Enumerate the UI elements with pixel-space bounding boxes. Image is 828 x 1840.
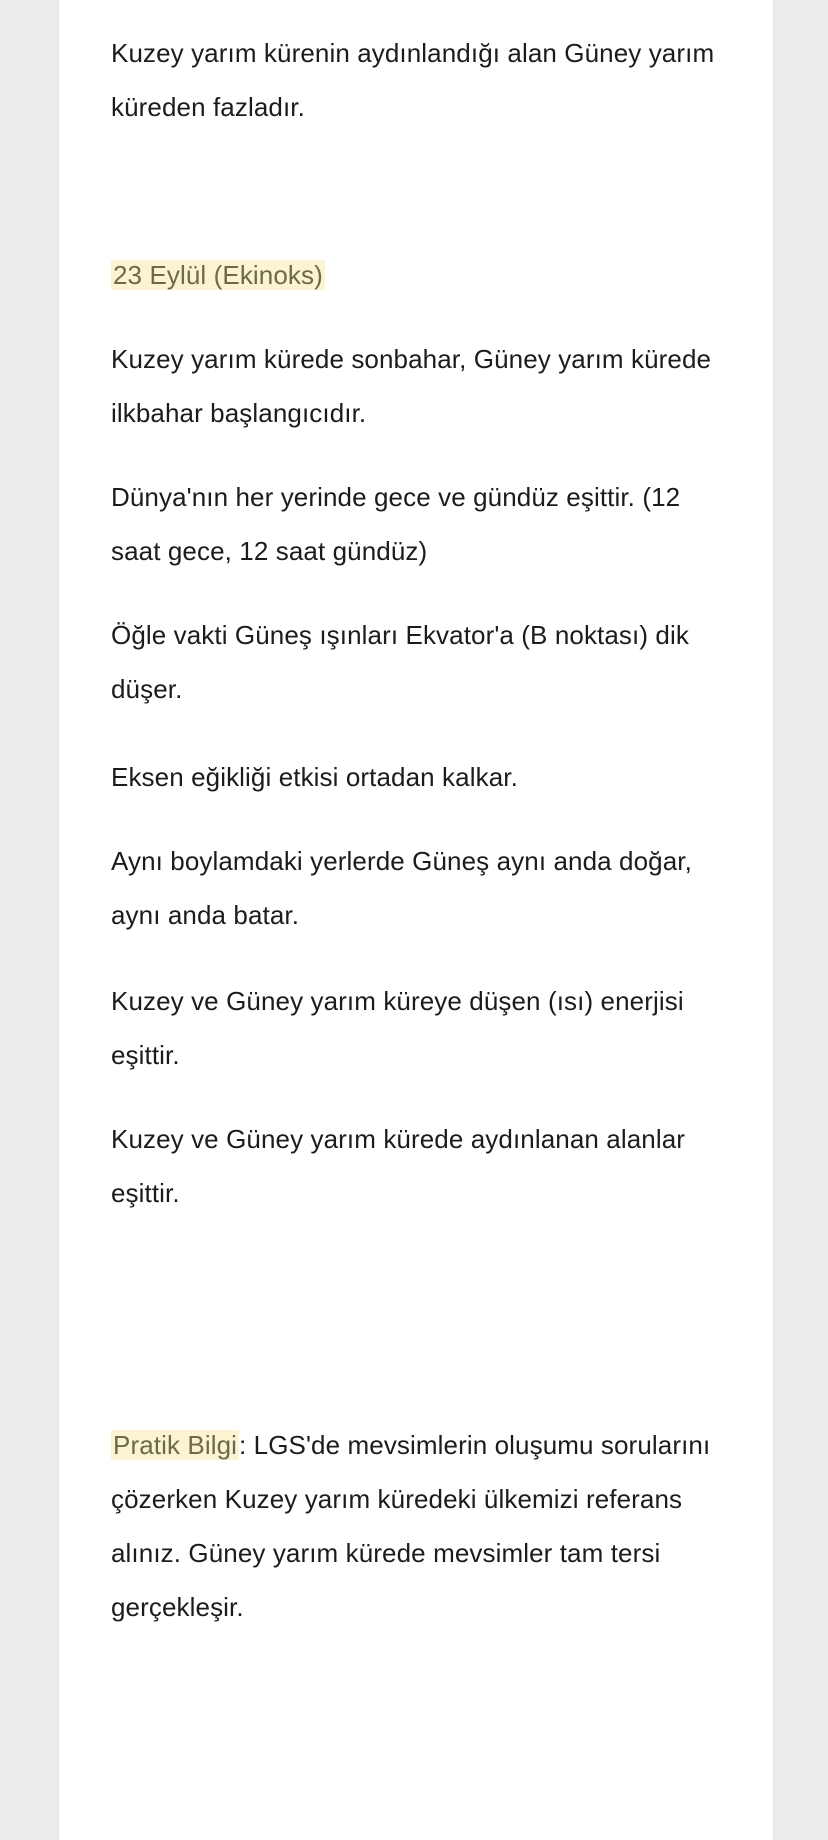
article-card: [58, 0, 774, 1840]
practical-tip: [111, 1418, 731, 1634]
paragraph-heat-energy: Kuzey ve Güney yarım küreye düşen (ısı) enerjisi eşittir.: [111, 986, 684, 1070]
paragraph-northern-lit-area: Kuzey yarım kürenin aydınlandığı alan Güney yarım küreden fazladır.: [111, 38, 715, 122]
section-heading-equinox: [111, 248, 731, 302]
paragraph-seasons-start: Kuzey yarım kürede sonbahar, Güney yarım kürede ilkbahar başlangıcıdır.: [111, 344, 712, 428]
practical-tip-label: Pratik Bilgi: [113, 1430, 238, 1460]
equinox-heading-highlight: 23 Eylül (Ekinoks): [113, 260, 323, 290]
paragraph-day-night-equal: Dünya'nın her yerinde gece ve gündüz eşittir. (12 saat gece, 12 saat gündüz): [111, 482, 681, 566]
paragraph-sunrise-sunset: Aynı boylamdaki yerlerde Güneş aynı anda doğar, aynı anda batar.: [111, 846, 692, 930]
paragraph-axis-tilt: Eksen eğikliği etkisi ortadan kalkar.: [111, 762, 518, 792]
paragraph-sun-rays-equator: Öğle vakti Güneş ışınları Ekvator'a (B noktası) dik düşer.: [111, 620, 689, 704]
practical-tip-text: : LGS'de mevsimlerin oluşumu sorularını çözerken Kuzey yarım küredeki ülkemizi referans alınız. Güney yarım kürede mevsimler tam tersi gerçekleşir.: [111, 1430, 711, 1622]
paragraph-lit-areas-equal: Kuzey ve Güney yarım kürede aydınlanan alanlar eşittir.: [111, 1124, 686, 1208]
